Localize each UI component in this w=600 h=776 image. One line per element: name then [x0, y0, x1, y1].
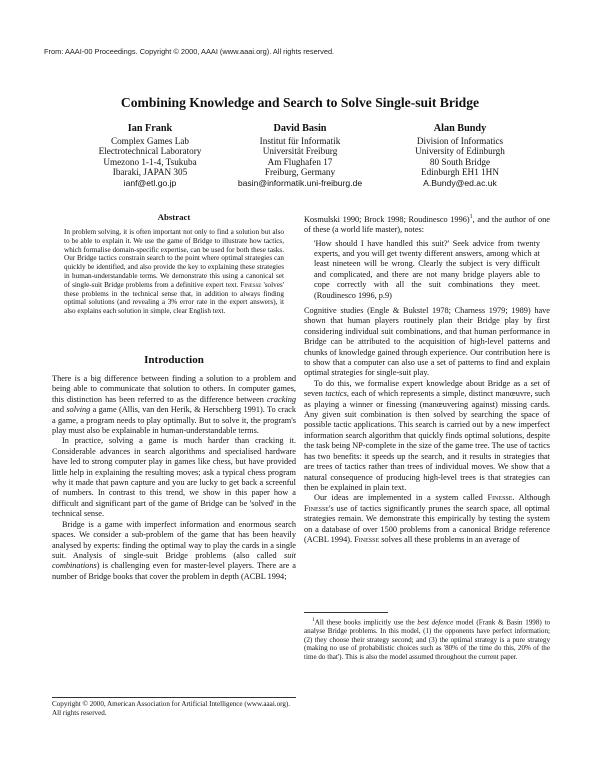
author-block-1	[80, 124, 220, 189]
author-address: Am Flughafen 17	[267, 156, 333, 167]
paragraph: There is a big difference between finding a solution to a problem and being able to communicate that solution to others. In computer games, this distinction has been referred to as the difference between cracking and solving a game (Allis, van den Herik, & Herschberg 1991). To crack a game, a program needs to play optimally. But to solve it, the program's play must also be explainable in human-understandable terms.	[52, 374, 296, 436]
author-email: basin@informatik.uni-freiburg.de	[237, 177, 363, 188]
paragraph: Kosmulski 1990; Brock 1998; Roudinesco 1996)$^1$, and the author of one of these (a world life master), notes:	[304, 214, 550, 235]
introduction-body	[52, 374, 296, 582]
author-address: Edinburgh EH1 1HN	[421, 167, 499, 178]
paper-title: Combining Knowledge and Search to Solve Single-suit Bridge	[120, 95, 480, 110]
copyright-divider	[52, 697, 296, 698]
author-affiliation: Electrotechnical Laboratory	[98, 146, 202, 157]
author-affiliation: Institut für Informatik	[259, 135, 341, 146]
paragraph: In practice, solving a game is much harder than cracking it. Considerable advances in search algorithms and specialised hardware have led to strong computer play in games like chess, but have provided little help in explaining the resulting moves; ask a typical chess program why it made that pawn capture and you are lucky to get back a screenful of numbers. In contrast to this trend, we show in this paper how a difficult and significant part of the game of Bridge can be 'solved' in the technical sense.	[52, 436, 296, 519]
author-name: Alan Bundy	[433, 123, 487, 134]
abstract-heading: Abstract	[157, 212, 191, 222]
block-quote: 'How should I have handled this suit?' Seek advice from twenty experts, and you will get twenty different answers, among which at least nineteen will be wrong. Clearly the subject is very difficult and complicated, and there are not many bridge players able to cope correctly with all the suit combinations they meet. (Roudinesco 1996, p.9)	[314, 238, 540, 300]
right-column-body	[304, 212, 550, 545]
author-block-3	[390, 124, 530, 189]
abstract-section	[64, 212, 284, 316]
author-email: A.Bundy@ed.ac.uk	[423, 177, 497, 188]
author-name: David Basin	[273, 123, 327, 134]
copyright-notice: Copyright © 2000, American Association for Artificial Intelligence (www.aaai.org). All rights reserved.	[52, 700, 291, 717]
author-address: Ibaraki, JAPAN 305	[112, 167, 188, 178]
author-affiliation: Universität Freiburg	[262, 146, 338, 157]
paragraph: Cognitive studies (Engle & Bukstel 1978; Charness 1979; 1989) have shown that human players routinely plan their Bridge play by first considering individual suit combinations, and that human performance in Bridge can be attributed to the acquisition of high-level patterns and chunks of knowledge gained through experience. Our contribution here is to show that a computer can also use a set of patterns to find and explain optimal strategies for single-suit play.	[304, 306, 550, 378]
proceedings-header: From: AAAI-00 Proceedings. Copyright © 2000, AAAI (www.aaai.org). All rights reserved.	[44, 47, 335, 56]
author-affiliation: Complex Games Lab	[110, 135, 190, 146]
author-address: Freiburg, Germany	[264, 167, 336, 178]
author-email: ianf@etl.go.jp	[123, 177, 177, 188]
author-affiliation: Division of Informatics	[416, 135, 504, 146]
author-address: 80 South Bridge	[429, 156, 491, 167]
footnote: $^1$All these books implicitly use the best defence model (Frank & Basin 1998) to analyse Bridge problems. In this model, (1) the opponents have perfect information; (2) they choose their strategy second; and (3) the optimal strategy is a pure strategy (making no use of probabilistic choices such as '80% of the time do this, 20% of the time do that'). This is also the model assumed throughout the current paper.	[304, 617, 550, 662]
paragraph: Bridge is a game with imperfect information and enormous search spaces. We consider a sub-problem of the game that has been heavily analysed by experts: finding the optimal way to play the cards in a single suit. Analysis of single-suit Bridge problems (also called suit combinations) is challenging even for master-level players. There are a number of Bridge books that cover the problem in depth (ACBL 1994;	[52, 519, 296, 581]
author-block-2	[230, 124, 370, 189]
footnote-divider	[304, 612, 388, 613]
author-name: Ian Frank	[127, 123, 173, 134]
paragraph: Our ideas are implemented in a system called Finesse. Although Finesse's use of tactics significantly prunes the search space, all optimal strategies remain. We demonstrate this empirically by testing the system on a database of over 1500 problems from a canonical Bridge reference (ACBL 1994). Finesse solves all these problems in an average of	[304, 493, 550, 544]
abstract-text: In problem solving, it is often important not only to find a solution but also to be able to explain it. We use the game of Bridge to illustrate how tactics, which formalise domain-specific expertise, can be used for both these tasks. Our Bridge tactics constrain search to the point where optimal strategies can quickly be identified, and also provide the key to explaining these strategies in human-understandable terms. We demonstrate this using a canonical set of single-suit Bridge problems from a definitive expert text. Finesse 'solves' these problems in the technical sense that, in addition to always finding optimal solutions (and revealing a 3% error rate in the expert answers), it also explains each solution in simple, clear English text.	[64, 228, 285, 316]
paragraph: To do this, we formalise expert knowledge about Bridge as a set of seven tactics, each of which represents a simple, distinct manœuvre, such as playing a winner or finessing (manœuvering against) missing cards. Any given suit combination is then solved by searching the space of possible tactic applications. This search is carried out by a new imperfect information search algorithm that quickly finds optimal solutions, despite the task being NP-complete in the size of the game tree. The use of tactics has two benefits: it speeds up the search, and it results in strategies that are trees of tactics rather than trees of individual moves. We show that a natural consequence of producing high-level trees is that strategies can then be explained in plain text.	[304, 378, 551, 492]
author-address: Umezono 1-1-4, Tsukuba	[103, 156, 197, 167]
section-heading-introduction: Introduction	[144, 354, 204, 366]
author-affiliation: University of Edinburgh	[415, 146, 505, 157]
